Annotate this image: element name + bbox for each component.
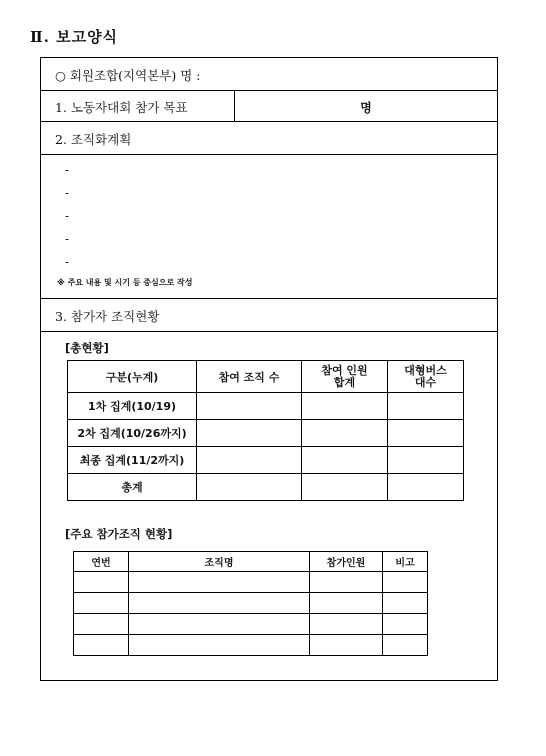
goal-unit: 명 [360,101,372,115]
plan-bullet: - [65,232,70,246]
summary-header: 참여 인원 합계 [302,361,388,393]
status-row [41,299,497,332]
orgs-cell[interactable] [383,593,428,614]
orgs-header: 참가인원 [310,552,383,572]
goal-row [41,91,497,122]
summary-cell[interactable] [302,420,388,447]
summary-row-label: 2차 집계(10/26까지) [68,420,197,447]
report-form [40,57,498,681]
summary-cell[interactable] [197,393,302,420]
summary-row-label: 총계 [68,474,197,501]
summary-cell[interactable] [388,474,464,501]
orgs-cell[interactable] [310,635,383,656]
summary-row-label: 최종 집계(11/2까지) [68,447,197,474]
orgs-cell[interactable] [129,635,310,656]
orgs-cell[interactable] [74,614,129,635]
summary-table [67,360,464,501]
orgs-cell[interactable] [310,614,383,635]
summary-cell[interactable] [388,420,464,447]
orgs-heading: [주요 참가조직 현황] [65,527,173,541]
summary-cell[interactable] [197,447,302,474]
orgs-header: 연번 [74,552,129,572]
orgs-cell[interactable] [74,635,129,656]
plan-bullet: - [65,209,70,223]
orgs-cell[interactable] [74,572,129,593]
summary-header: 참여 조직 수 [197,361,302,393]
summary-row-label: 1차 집계(10/19) [68,393,197,420]
union-name-label: ○ 회원조합(지역본부) 명 : [55,68,201,83]
orgs-header: 비고 [383,552,428,572]
orgs-cell[interactable] [129,572,310,593]
status-label: 3. 참가자 조직현황 [55,309,160,324]
summary-header: 구분(누계) [68,361,197,393]
org-plan-body[interactable] [41,155,497,299]
summary-heading: [총현황] [65,341,109,355]
org-plan-label: 2. 조직화계획 [55,132,132,147]
summary-cell[interactable] [302,393,388,420]
orgs-table [73,551,428,656]
plan-bullet: - [65,186,70,200]
goal-label: 1. 노동자대회 참가 목표 [55,100,188,115]
orgs-cell[interactable] [383,635,428,656]
orgs-cell[interactable] [129,614,310,635]
orgs-cell[interactable] [383,614,428,635]
writing-note: ※ 주요 내용 및 시기 등 중심으로 작성 [57,278,193,287]
orgs-cell[interactable] [310,593,383,614]
summary-cell[interactable] [388,393,464,420]
org-plan-row [41,122,497,155]
orgs-cell[interactable] [383,572,428,593]
summary-cell[interactable] [302,474,388,501]
plan-bullet: - [65,163,70,177]
orgs-cell[interactable] [74,593,129,614]
summary-cell[interactable] [388,447,464,474]
summary-cell[interactable] [197,474,302,501]
section-title: Ⅱ. 보고양식 [30,28,119,46]
orgs-cell[interactable] [129,593,310,614]
orgs-cell[interactable] [310,572,383,593]
summary-header: 대형버스 대수 [388,361,464,393]
plan-bullet: - [65,255,70,269]
summary-cell[interactable] [197,420,302,447]
summary-cell[interactable] [302,447,388,474]
union-name-row [41,58,497,91]
orgs-header: 조직명 [129,552,310,572]
